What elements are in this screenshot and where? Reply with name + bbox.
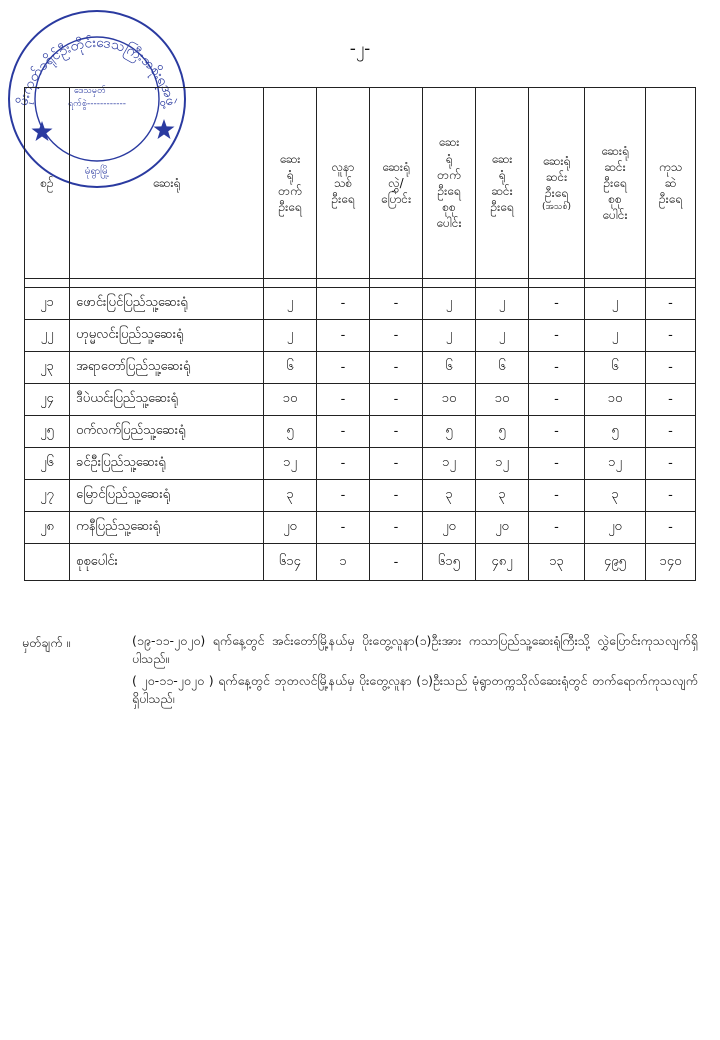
cell-hospital-name: ခင်ဦးပြည်သူ့ဆေးရုံ (70, 448, 264, 480)
table-row (25, 384, 696, 416)
cell-discharged-total: ၁၂ (585, 448, 646, 480)
cell-discharged-total: ၂၀ (585, 512, 646, 544)
cell-discharged: ၁၀ (476, 384, 529, 416)
cell-new-patients: - (317, 320, 370, 352)
cell-admitted: ၅ (264, 416, 317, 448)
seal-line-1: ဒေသမှတ် (74, 86, 106, 96)
table-row (25, 288, 696, 320)
cell-discharged-new: - (529, 384, 585, 416)
cell-discharged-new: - (529, 448, 585, 480)
table-row (25, 416, 696, 448)
cell-serial: ၂၅ (25, 416, 70, 448)
cell-discharged-new: - (529, 512, 585, 544)
cell-under-treatment: - (646, 352, 696, 384)
header-discharged-total: ဆေးရုံ ဆင်း ဦးရေ စုစု ပေါင်း (585, 88, 646, 279)
cell-under-treatment: - (646, 480, 696, 512)
cell-discharged-total: ၁၀ (585, 384, 646, 416)
cell-admitted-total: ၁၀ (423, 384, 476, 416)
cell-serial: ၂၂ (25, 320, 70, 352)
cell-discharged-total: ၅ (585, 416, 646, 448)
cell-hospital-name: ကနီပြည်သူ့ဆေးရုံ (70, 512, 264, 544)
cell-under-treatment: ၁၄၀ (646, 544, 696, 581)
cell-discharged: ၁၂ (476, 448, 529, 480)
cell-transferred: - (370, 384, 423, 416)
cell-serial (25, 544, 70, 581)
cell-discharged: ၅ (476, 416, 529, 448)
cell-admitted: ၆၁၄ (264, 544, 317, 581)
cell-admitted: ၁၂ (264, 448, 317, 480)
cell-hospital-name: မြောင်ပြည်သူ့ဆေးရုံ (70, 480, 264, 512)
cell-serial: ၂၈ (25, 512, 70, 544)
seal-line-3: မုံရွာမြို့ (84, 166, 110, 177)
cell-admitted: ၂ (264, 288, 317, 320)
cell-discharged: ၂၀ (476, 512, 529, 544)
table-row (25, 512, 696, 544)
cell-transferred: - (370, 320, 423, 352)
cell-discharged: ၆ (476, 352, 529, 384)
cell-under-treatment: - (646, 416, 696, 448)
remark-paragraph-1: (၁၉-၁၁-၂၀၂၀) ရက်နေ့တွင် အင်းတော်မြို့နယ်မှ ပိုးတွေ့လူနာ(၁)ဦးအား ကသာပြည်သူ့ဆေးရုံကြီးသို့ လွှဲပြောင်းကုသလျက်ရှိပါသည်။ (132, 633, 698, 667)
cell-admitted-total: ၁၂ (423, 448, 476, 480)
cell-hospital-name: စုစုပေါင်း (70, 544, 264, 581)
cell-hospital-name: ဝက်လက်ပြည်သူ့ဆေးရုံ (70, 416, 264, 448)
cell-transferred: - (370, 544, 423, 581)
hospital-statistics-table (24, 87, 696, 581)
cell-discharged: ၃ (476, 480, 529, 512)
remarks-label: မှတ်ချက် ။ (22, 635, 71, 650)
header-admitted: ဆေး ရုံ တက် ဦးရေ (264, 88, 317, 279)
cell-admitted-total: ၃ (423, 480, 476, 512)
header-discharged-new: ဆေးရုံ ဆင်း ဦးရေ (အသစ်) (529, 88, 585, 279)
cell-under-treatment: - (646, 384, 696, 416)
cell-new-patients: - (317, 512, 370, 544)
cell-discharged-total: ၃ (585, 480, 646, 512)
cell-discharged-new: ၁၃ (529, 544, 585, 581)
table-header-row (25, 88, 696, 279)
cell-admitted-total: ၆၁၅ (423, 544, 476, 581)
cell-discharged-new: - (529, 288, 585, 320)
header-admitted-total: ဆေး ရုံ တက် ဦးရေ စုစု ပေါင်း (423, 88, 476, 279)
cell-discharged: ၂ (476, 320, 529, 352)
cell-hospital-name: အရာတော်ပြည်သူ့ဆေးရုံ (70, 352, 264, 384)
remarks-section (22, 632, 698, 713)
cell-discharged-total: ၆ (585, 352, 646, 384)
table-row (25, 352, 696, 384)
header-discharged: ဆေး ရုံ ဆင်း ဦးရေ (476, 88, 529, 279)
cell-discharged-total: ၄၉၅ (585, 544, 646, 581)
header-under-treatment: ကုသ ဆဲ ဦးရေ (646, 88, 696, 279)
header-new-patients: လူနာ သစ် ဦးရေ (317, 88, 370, 279)
cell-new-patients: - (317, 288, 370, 320)
total-row (25, 544, 696, 581)
cell-hospital-name: ဒီပဲယင်းပြည်သူ့ဆေးရုံ (70, 384, 264, 416)
cell-transferred: - (370, 288, 423, 320)
spacer-row (25, 279, 696, 288)
page-number: -၂- (349, 39, 371, 59)
cell-discharged-total: ၂ (585, 320, 646, 352)
remark-paragraph-2: ( ၂၀-၁၁-၂၀၂၀ ) ရက်နေ့တွင် ဘုတလင်မြို့နယ်မှ ပိုးတွေ့လူနာ (၁)ဦးသည် မုံရွာတက္ကသိုလ်ဆေးရုံတွင် တက်ရောက်ကုသလျက်ရှိပါသည်၊ (132, 673, 698, 707)
cell-transferred: - (370, 448, 423, 480)
cell-admitted: ၂ (264, 320, 317, 352)
cell-new-patients: - (317, 352, 370, 384)
cell-discharged-total: ၂ (585, 288, 646, 320)
cell-serial: ၂၃ (25, 352, 70, 384)
seal-line-2: ရက်စွဲ------------ (68, 99, 127, 109)
cell-admitted-total: ၆ (423, 352, 476, 384)
cell-discharged: ၂ (476, 288, 529, 320)
cell-admitted-total: ၂ (423, 288, 476, 320)
seal-ring-text: မိုးကုတ်ခရိုင်ဦးတိုင်းဒေသကြီးအစိုးရအဖွဲ့ (15, 34, 179, 108)
cell-under-treatment: - (646, 288, 696, 320)
cell-new-patients: - (317, 384, 370, 416)
table-row (25, 448, 696, 480)
cell-under-treatment: - (646, 448, 696, 480)
cell-admitted: ၆ (264, 352, 317, 384)
cell-serial: ၂၇ (25, 480, 70, 512)
cell-serial: ၂၄ (25, 384, 70, 416)
cell-serial: ၂၆ (25, 448, 70, 480)
cell-discharged-new: - (529, 416, 585, 448)
cell-new-patients: - (317, 416, 370, 448)
cell-admitted-total: ၅ (423, 416, 476, 448)
cell-discharged-new: - (529, 480, 585, 512)
cell-discharged-new: - (529, 320, 585, 352)
header-serial: စဉ် (25, 88, 70, 279)
cell-serial: ၂၁ (25, 288, 70, 320)
cell-hospital-name: ဟုမ္မလင်းပြည်သူ့ဆေးရုံ (70, 320, 264, 352)
cell-discharged: ၄၈၂ (476, 544, 529, 581)
cell-new-patients: - (317, 480, 370, 512)
cell-under-treatment: - (646, 320, 696, 352)
cell-transferred: - (370, 480, 423, 512)
cell-new-patients: - (317, 448, 370, 480)
cell-transferred: - (370, 512, 423, 544)
cell-admitted-total: ၂၀ (423, 512, 476, 544)
cell-transferred: - (370, 416, 423, 448)
header-hospital: ဆေးရုံ (70, 88, 264, 279)
cell-new-patients: ၁ (317, 544, 370, 581)
cell-admitted: ၃ (264, 480, 317, 512)
cell-transferred: - (370, 352, 423, 384)
table-row (25, 480, 696, 512)
table-row (25, 320, 696, 352)
cell-admitted-total: ၂ (423, 320, 476, 352)
cell-admitted: ၁၀ (264, 384, 317, 416)
header-transferred: ဆေးရုံ လွှဲ/ ပြောင်း (370, 88, 423, 279)
cell-hospital-name: ဖောင်းပြင်ပြည်သူ့ဆေးရုံ (70, 288, 264, 320)
cell-under-treatment: - (646, 512, 696, 544)
cell-discharged-new: - (529, 352, 585, 384)
cell-admitted: ၂၀ (264, 512, 317, 544)
